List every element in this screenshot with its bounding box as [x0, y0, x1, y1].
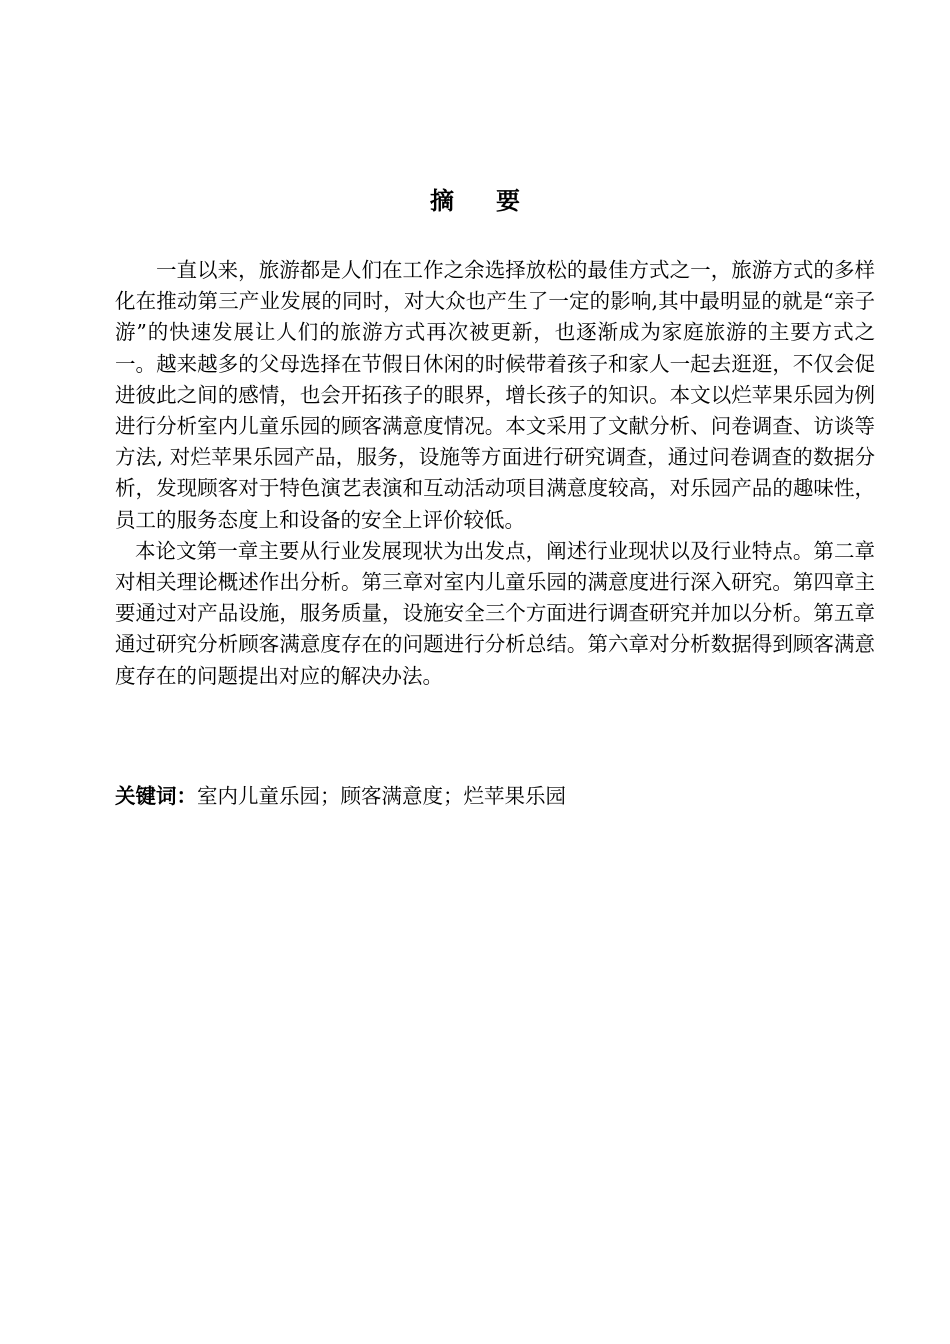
abstract-title: 摘要 [430, 187, 562, 215]
abstract-paragraph-2: 本论文第一章主要从行业发展现状为出发点，阐述行业现状以及行业特点。第二章对相关理论概述作出分析。第三章对室内儿童乐园的满意度进行深入研究。第四章主要通过对产品设施，服务质量，设施安全三个方面进行调查研究并加以分析。第五章通过研究分析顾客满意度存在的问题进行分析总结。第六章对分析数据得到顾客满意度存在的问题提出对应的解决办法。 [115, 538, 875, 688]
keywords-line [115, 781, 875, 812]
abstract-paragraph-1: 一直以来，旅游都是人们在工作之余选择放松的最佳方式之一，旅游方式的多样化在推动第三产业发展的同时，对大众也产生了一定的影响,其中最明显的就是“亲子游”的快速发展让人们的旅游方式再次被更新，也逐渐成为家庭旅游的主要方式之一。越来越多的父母选择在节假日休闲的时候带着孩子和家人一起去逛逛，不仅会促进彼此之间的感情，也会开拓孩子的眼界，增长孩子的知识。本文以烂苹果乐园为例进行分析室内儿童乐园的顾客满意度情况。本文采用了文献分析、问卷调查、访谈等方法, 对烂苹果乐园产品，服务，设施等方面进行研究调查，通过问卷调查的数据分析，发现顾客对于特色演艺表演和互动活动项目满意度较高，对乐园产品的趣味性，员工的服务态度上和设备的安全上评价较低。 [115, 258, 875, 532]
keywords-label: 关键词： [115, 784, 197, 808]
abstract-body [115, 255, 875, 692]
keywords-value: 室内儿童乐园；顾客满意度；烂苹果乐园 [197, 784, 566, 808]
